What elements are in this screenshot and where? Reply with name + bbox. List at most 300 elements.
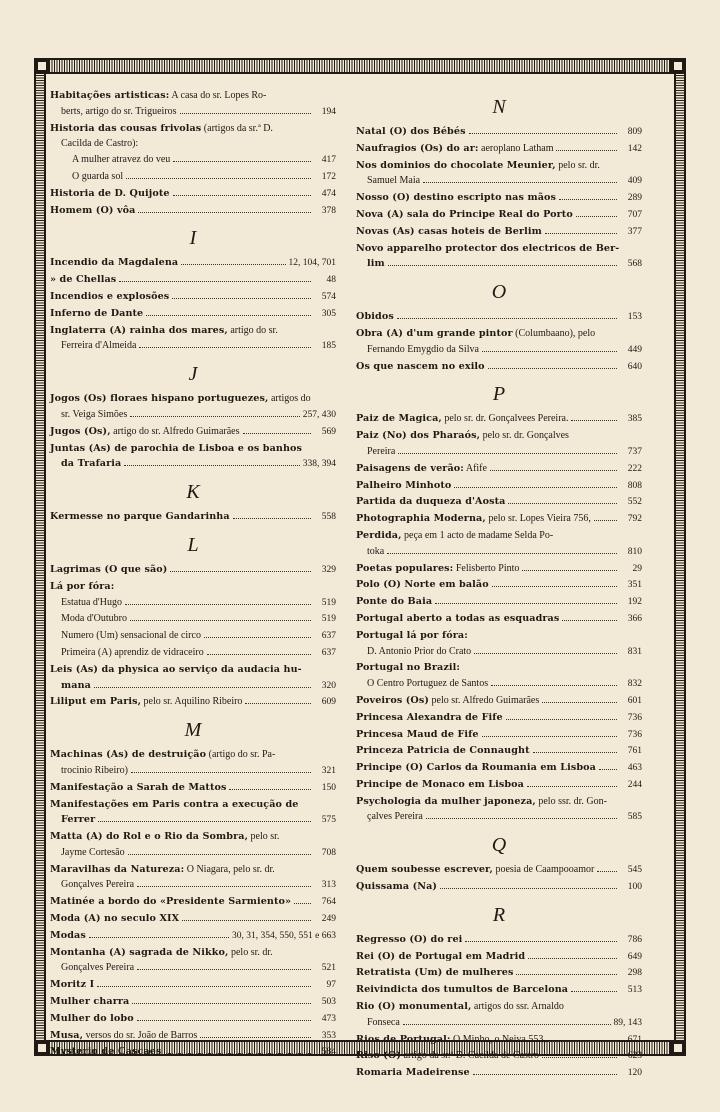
entry-title: Leis (As) da physica ao serviço da audacia hu- xyxy=(50,663,302,675)
entry-title: Nosso (O) destino escripto nas mãos xyxy=(356,192,557,204)
page-number: 519 xyxy=(321,614,336,625)
index-entry xyxy=(356,511,642,528)
page-number: 449 xyxy=(627,344,642,355)
index-entry xyxy=(356,190,642,207)
entry-text: pelo sr. dr. xyxy=(555,159,600,171)
dot-leader xyxy=(128,854,311,855)
dot-leader xyxy=(398,453,617,454)
entry-title: Homem (O) vôa xyxy=(50,204,136,216)
page-number: 808 xyxy=(627,480,642,491)
page-number: 521 xyxy=(321,963,336,974)
index-entry xyxy=(356,949,642,966)
page-number: 764 xyxy=(321,897,336,908)
page-number: 792 xyxy=(627,514,642,525)
index-entry xyxy=(356,561,642,578)
dot-leader xyxy=(482,351,617,352)
index-entry xyxy=(356,611,642,628)
entry-text: pelo sr. dr. Gonçalvees Pereira. xyxy=(441,413,569,425)
entry-text: D. Antonio Prior do Crato xyxy=(367,645,472,657)
index-entry xyxy=(356,577,642,594)
entry-text: Felisberto Pinto xyxy=(453,562,520,574)
corner-ornament xyxy=(34,1040,50,1056)
entry-title: Liliput em Paris, xyxy=(50,696,142,708)
index-entry-continuation xyxy=(356,544,642,561)
entry-title: Obidos xyxy=(356,311,394,323)
index-entry xyxy=(50,441,336,457)
page-number: 172 xyxy=(321,171,336,182)
entry-title: Ferrer xyxy=(61,814,96,826)
entry-title: Moritz I xyxy=(50,979,95,991)
index-entry xyxy=(356,241,642,257)
entry-title: Polo (O) Norte em balão xyxy=(356,579,489,591)
page-number: 194 xyxy=(321,106,336,117)
index-entry xyxy=(356,461,642,478)
entry-text: Cacilda de Castro): xyxy=(61,138,139,150)
entry-title: Principe (O) Carlos da Roumania em Lisboa xyxy=(356,762,596,774)
index-entry xyxy=(356,777,642,794)
entry-title: Rios de Portugal: xyxy=(356,1033,451,1045)
dot-leader xyxy=(182,920,311,921)
entry-title: Retratista (Um) de mulheres xyxy=(356,967,514,979)
entry-title: Os que nascem no exilo xyxy=(356,360,485,372)
entry-title: da Trafaria xyxy=(61,458,122,470)
index-entry-continuation xyxy=(50,628,336,645)
entry-text: toka xyxy=(367,545,385,557)
entry-text: O Niagara, pelo sr. dr. xyxy=(184,863,275,875)
dot-leader xyxy=(440,888,617,889)
index-entry xyxy=(50,306,336,323)
page-number: 473 xyxy=(321,1013,336,1024)
dot-leader xyxy=(119,281,311,282)
entry-title: Novas (As) casas hoteis de Berlim xyxy=(356,225,542,237)
dot-leader xyxy=(473,1074,617,1075)
index-entry xyxy=(356,932,642,949)
page-number: 552 xyxy=(627,497,642,508)
page-number: 97 xyxy=(326,980,336,991)
page-number: 351 xyxy=(627,580,642,591)
entry-text: A mulher atravez do veu xyxy=(72,154,171,166)
index-entry xyxy=(356,660,642,676)
dot-leader xyxy=(138,212,311,213)
page-number: 385 xyxy=(627,414,642,425)
entry-title: Habitações artisticas: xyxy=(50,90,170,101)
index-entry-continuation xyxy=(50,136,336,152)
entry-title: Naufragios (Os) do ar: xyxy=(356,142,479,154)
entry-title: Nos dominios do chocolate Meunier, xyxy=(356,159,556,171)
index-entry xyxy=(356,428,642,444)
index-entry xyxy=(50,911,336,928)
entry-title: Regresso (O) do rei xyxy=(356,933,463,945)
dot-leader xyxy=(137,886,311,887)
entry-title: Lá por fóra: xyxy=(50,580,115,592)
entry-text: (Columbaano), pelo xyxy=(512,327,596,339)
dot-leader xyxy=(488,368,617,369)
index-entry xyxy=(356,628,642,644)
index-entry xyxy=(356,982,642,999)
entry-title: Jugos (Os), xyxy=(50,425,111,437)
entry-text: pelo sr. dr. Gonçalves xyxy=(480,430,569,442)
page-number: 329 xyxy=(321,564,336,575)
dot-leader xyxy=(204,637,311,638)
page-number: 353 xyxy=(321,1030,336,1041)
entry-title: Rio (O) monumental, xyxy=(356,1001,472,1013)
dot-leader xyxy=(139,347,311,348)
corner-ornament xyxy=(670,1040,686,1056)
entry-text: Ferreira d'Almeida xyxy=(61,340,137,352)
dot-leader xyxy=(454,487,617,488)
entry-title: Matta (A) do Rol e o Rio da Sombra, xyxy=(50,831,249,843)
page-number: 48 xyxy=(326,275,336,286)
index-entry xyxy=(356,494,642,511)
dot-leader xyxy=(542,702,617,703)
entry-title: Paisagens de verão: xyxy=(356,462,464,474)
index-entry-continuation xyxy=(356,1015,642,1032)
page-number: 503 xyxy=(321,997,336,1008)
page-number: 609 xyxy=(321,697,336,708)
right-border xyxy=(674,58,686,1056)
entry-title: Quissama (Na) xyxy=(356,881,438,893)
index-entry xyxy=(50,579,336,595)
entry-title: » de Chellas xyxy=(50,274,117,286)
dot-leader xyxy=(125,604,311,605)
page-number: 513 xyxy=(627,985,642,996)
index-entry xyxy=(356,710,642,727)
page-number: 736 xyxy=(627,729,642,740)
dot-leader xyxy=(397,318,617,319)
dot-leader xyxy=(233,518,311,519)
entry-title: Portugal aberto a todas as esquadras xyxy=(356,612,560,624)
dot-leader xyxy=(207,654,311,655)
index-entry-continuation xyxy=(356,809,642,826)
index-entry xyxy=(356,309,642,326)
page-number: 192 xyxy=(627,597,642,608)
dot-leader xyxy=(131,772,311,773)
entry-title: Poetas populares: xyxy=(356,562,454,574)
index-entry xyxy=(356,794,642,810)
entry-text: Estatua d'Hugo xyxy=(61,596,122,608)
index-entry-continuation xyxy=(50,763,336,780)
page-number: 637 xyxy=(321,631,336,642)
index-column-right xyxy=(356,88,642,1082)
dot-leader xyxy=(545,233,617,234)
page-number: 320 xyxy=(321,680,336,691)
index-entry xyxy=(356,528,642,544)
dot-leader xyxy=(506,719,617,720)
dot-leader xyxy=(576,216,617,217)
entry-text: (artigo do sr. Pa- xyxy=(206,749,276,761)
entry-title: Historia de D. Quijote xyxy=(50,187,170,199)
dot-leader xyxy=(172,298,311,299)
dot-leader xyxy=(528,958,617,959)
index-entry xyxy=(50,928,336,945)
entry-text: artigo da sr.ª D. Cacilda de Castro xyxy=(401,1050,540,1062)
entry-text: O Centro Portuguez de Santos xyxy=(367,678,489,690)
index-entry xyxy=(356,760,642,777)
page-number: 761 xyxy=(627,746,642,757)
page-number: 649 xyxy=(627,951,642,962)
page-number: 637 xyxy=(321,647,336,658)
index-entry xyxy=(50,424,336,441)
dot-leader xyxy=(180,113,311,114)
index-entry xyxy=(50,323,336,339)
page-number: 671 xyxy=(627,1034,642,1045)
index-entry xyxy=(50,662,336,678)
page-number: 305 xyxy=(321,308,336,319)
index-entry xyxy=(50,994,336,1011)
index-entry xyxy=(50,88,336,104)
dot-leader xyxy=(245,703,311,704)
entry-title: Obra (A) d'um grande pintor xyxy=(356,327,513,339)
dot-leader xyxy=(465,941,617,942)
index-entry-continuation xyxy=(356,644,642,661)
index-entry-continuation xyxy=(50,960,336,977)
page-number: 120 xyxy=(627,1068,642,1079)
section-letter: Q xyxy=(491,834,507,857)
entry-title: Historia das cousas frivolas xyxy=(50,122,202,134)
page-number: 568 xyxy=(627,259,642,270)
entry-title: Incendio da Magdalena xyxy=(50,257,179,269)
dot-leader xyxy=(97,986,311,987)
entry-text: Jayme Cortesão xyxy=(61,846,125,858)
dot-leader xyxy=(146,315,311,316)
dot-leader xyxy=(387,553,617,554)
index-entry xyxy=(50,894,336,911)
entry-title: Palheiro Minhoto xyxy=(356,479,452,491)
dot-leader xyxy=(597,871,617,872)
index-entry xyxy=(50,862,336,878)
page-number: 569 xyxy=(321,426,336,437)
index-entry xyxy=(356,1065,642,1082)
index-entry xyxy=(356,1048,642,1065)
entry-text: versos do sr. João de Barros xyxy=(83,1029,198,1041)
dot-leader xyxy=(490,470,617,471)
page-number: 153 xyxy=(627,312,642,323)
page-number: 575 xyxy=(321,815,336,826)
dot-leader xyxy=(130,416,300,417)
index-column-left xyxy=(50,88,336,1061)
dot-leader xyxy=(469,133,617,134)
page-number: 298 xyxy=(627,968,642,979)
index-entry xyxy=(356,743,642,760)
page-number: 601 xyxy=(627,695,642,706)
dot-leader xyxy=(571,991,617,992)
page-number: 313 xyxy=(321,880,336,891)
entry-text: O guarda sol xyxy=(72,170,124,182)
entry-text: Gonçalves Pereira xyxy=(61,962,135,974)
index-entry-continuation xyxy=(50,338,336,355)
entry-text: berts, artigo do sr. Trigueiros xyxy=(61,105,177,117)
dot-leader xyxy=(229,789,311,790)
dot-leader xyxy=(89,937,229,938)
entry-title: Psychologia da mulher japoneza, xyxy=(356,795,536,807)
top-border xyxy=(34,58,686,74)
entry-title: Paiz (No) dos Pharaós, xyxy=(356,430,481,442)
entry-text: Fernando Emygdio da Silva xyxy=(367,343,479,355)
entry-text: çalves Pereira xyxy=(367,811,423,823)
entry-text: Fonseca xyxy=(367,1016,400,1028)
index-entry xyxy=(50,747,336,763)
page-number: 89, 143 xyxy=(613,1017,642,1028)
entry-text: O Minho, o Neiva 553, xyxy=(450,1033,546,1045)
dot-leader xyxy=(492,586,617,587)
entry-text: (artigos da sr.ª D. xyxy=(201,122,273,134)
entry-text: pelo sr. dr. xyxy=(228,946,273,958)
dot-leader xyxy=(132,1003,311,1004)
index-entry xyxy=(356,693,642,710)
index-entry-continuation xyxy=(50,678,336,695)
section-letter: I xyxy=(189,227,197,250)
dot-leader xyxy=(559,199,617,200)
entry-title: Portugal lá por fóra: xyxy=(356,629,468,641)
entry-title: Ponte do Baia xyxy=(356,596,433,608)
index-entry xyxy=(356,478,642,495)
page-number: 249 xyxy=(321,914,336,925)
dot-leader xyxy=(124,465,299,466)
entry-title: Juntas (As) de parochia de Lisboa e os banhos xyxy=(50,442,303,454)
entry-text: artigos do xyxy=(268,393,311,405)
dot-leader xyxy=(474,653,617,654)
dot-leader xyxy=(98,821,311,822)
corner-ornament xyxy=(670,58,686,74)
dot-leader xyxy=(164,1053,311,1054)
entry-text: pelo sr. Aquilino Ribeiro xyxy=(141,696,243,708)
index-entry xyxy=(356,224,642,241)
page-number: 30, 31, 354, 550, 551 e 663 xyxy=(232,930,336,941)
dot-leader xyxy=(562,620,617,621)
index-entry xyxy=(50,1044,336,1061)
entry-text: A casa do sr. Lopes Ro- xyxy=(169,90,267,101)
index-entry xyxy=(50,203,336,220)
page-number: 244 xyxy=(627,779,642,790)
index-entry xyxy=(356,124,642,141)
left-border xyxy=(34,58,46,1056)
index-entry-continuation xyxy=(356,173,642,190)
index-entry xyxy=(50,694,336,711)
entry-title: Modas xyxy=(50,929,86,941)
page-number: 708 xyxy=(321,847,336,858)
section-letter: N xyxy=(492,96,506,118)
page-number: 574 xyxy=(321,291,336,302)
page-number: 185 xyxy=(321,341,336,352)
page-number: 366 xyxy=(627,613,642,624)
index-entry xyxy=(50,945,336,961)
page-number: 338, 394 xyxy=(302,459,336,470)
entry-title: Riso (O) xyxy=(356,1050,401,1062)
index-entry xyxy=(50,272,336,289)
entry-text: pelo sr. Alfredo Guimarães xyxy=(429,694,540,706)
index-entry xyxy=(356,727,642,744)
entry-title: Nova (A) sala do Principe Real do Porto xyxy=(356,208,573,220)
entry-title: Partida da duqueza d'Aosta xyxy=(356,496,506,508)
page-number: 810 xyxy=(627,546,642,557)
page-number: 545 xyxy=(627,865,642,876)
entry-title: Jogos (Os) floraes hispano portuguezes, xyxy=(50,393,269,405)
entry-title: Mulher do lobo xyxy=(50,1012,134,1024)
entry-title: Inglaterra (A) rainha dos mares, xyxy=(50,324,228,336)
page-number: 463 xyxy=(627,763,642,774)
entry-text: pelo ssr. dr. Gon- xyxy=(535,795,607,807)
dot-leader xyxy=(181,264,285,265)
index-entry-continuation xyxy=(50,877,336,894)
dot-leader xyxy=(130,620,311,621)
page-number: 832 xyxy=(627,679,642,690)
dot-leader xyxy=(482,736,617,737)
index-entry-continuation xyxy=(50,169,336,186)
entry-title: Machinas (As) de destruição xyxy=(50,749,207,761)
index-entry-continuation xyxy=(356,676,642,693)
entry-title: Princeza Patricia de Connaught xyxy=(356,745,530,757)
page-number: 100 xyxy=(627,882,642,893)
page-number: 737 xyxy=(627,446,642,457)
page-number: 558 xyxy=(321,512,336,523)
entry-title: Maravilhas da Natureza: xyxy=(50,863,185,875)
dot-leader xyxy=(403,1024,611,1025)
index-entry-continuation xyxy=(50,407,336,424)
dot-leader xyxy=(137,1020,311,1021)
dot-leader xyxy=(170,571,311,572)
index-entry-continuation xyxy=(50,611,336,628)
dot-leader xyxy=(173,161,311,162)
dot-leader xyxy=(542,1057,617,1058)
dot-leader xyxy=(426,818,617,819)
page-number: 623 xyxy=(627,1051,642,1062)
dot-leader xyxy=(173,195,311,196)
page-number: 378 xyxy=(321,205,336,216)
entry-text: sr. Veiga Simões xyxy=(61,408,128,420)
dot-leader xyxy=(556,150,617,151)
index-entry xyxy=(356,594,642,611)
entry-text: aeroplano Latham xyxy=(478,142,554,154)
section-letter: R xyxy=(492,903,506,926)
entry-text: Gonçalves Pereira xyxy=(61,879,135,891)
index-entry xyxy=(50,509,336,526)
entry-title: Novo apparelho protector dos electricos de Ber- xyxy=(356,242,620,254)
entry-title: Matinée a bordo do «Presidente Sarmiento» xyxy=(50,896,292,908)
entry-title: Rei (O) de Portugal em Madrid xyxy=(356,950,526,962)
entry-title: mana xyxy=(61,679,91,691)
entry-text: artigos do ssr. Arnaldo xyxy=(471,1001,564,1013)
dot-leader xyxy=(388,265,617,266)
index-entry xyxy=(50,977,336,994)
page-number: 640 xyxy=(627,361,642,372)
page-number: 417 xyxy=(321,155,336,166)
page-number: 377 xyxy=(627,226,642,237)
dot-leader xyxy=(533,752,617,753)
index-entry xyxy=(50,289,336,306)
entry-title: Moda (A) no seculo XIX xyxy=(50,913,180,925)
index-entry xyxy=(50,186,336,203)
index-entry xyxy=(356,411,642,428)
index-entry-continuation xyxy=(50,456,336,473)
dot-leader xyxy=(508,503,617,504)
index-entry xyxy=(356,141,642,158)
entry-title: Romaria Madeirense xyxy=(356,1067,470,1079)
dot-leader xyxy=(435,603,617,604)
index-entry-continuation xyxy=(356,342,642,359)
index-entry xyxy=(50,1011,336,1028)
entry-text: artigo do sr. Alfredo Guimarães xyxy=(110,425,240,437)
dot-leader xyxy=(294,903,311,904)
dot-leader xyxy=(527,786,617,787)
entry-title: Montanha (A) sagrada de Nikko, xyxy=(50,946,229,958)
page-number: 12, 104, 701 xyxy=(288,258,336,269)
page-number: 585 xyxy=(627,812,642,823)
section-letter: L xyxy=(187,533,199,556)
entry-title: Principe de Monaco em Lisboa xyxy=(356,778,524,790)
entry-title: lim xyxy=(367,258,385,270)
dot-leader xyxy=(571,420,617,421)
entry-title: Photographia Moderna, xyxy=(356,513,486,525)
